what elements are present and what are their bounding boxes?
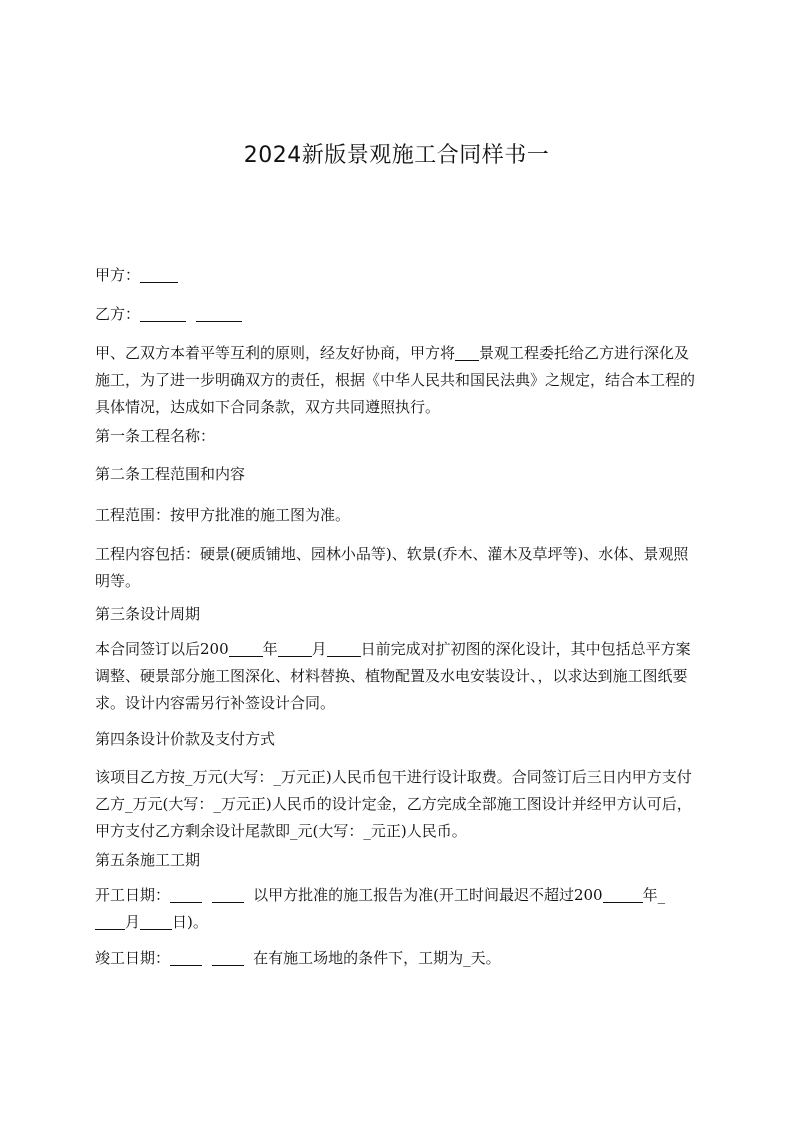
- party-a-blank: [140, 267, 178, 283]
- payment-paragraph: 该项目乙方按_万元(大写：_万元正)人民币包干进行设计取费。合同签订后三日内甲方支付乙方_万元(大写：_万元正)人民币的设计定金，乙方完成全部施工图设计并经甲方认可后，甲方支付乙方剩余设计尾款即_元(大写：_元正)人民币。: [95, 768, 692, 840]
- start-year-blank: [603, 887, 643, 903]
- intro-part1: 甲、乙双方本着平等互利的原则，经友好协商，甲方将: [95, 344, 456, 362]
- article1-heading: 第一条工程名称：: [95, 427, 216, 445]
- start-month-blank: [95, 914, 125, 930]
- start-date-blank: [212, 887, 244, 903]
- party-a-label: 甲方：: [95, 266, 141, 284]
- design-year-blank: [229, 641, 263, 657]
- content-text: 工程内容包括：硬景(硬质铺地、园林小品等)、软景(乔木、灌木及草坪等)、水体、景观照明等。: [95, 545, 689, 590]
- party-b-blank: [196, 306, 242, 322]
- start-day-blank: [140, 914, 172, 930]
- end-date-paragraph: [95, 945, 695, 972]
- party-a-line: [95, 262, 695, 289]
- design-day-blank: [327, 641, 361, 657]
- design-month-blank: [278, 641, 312, 657]
- article5-heading: 第五条施工工期: [95, 851, 201, 869]
- end-date-text: 在有施工场地的条件下，工期为_天。: [253, 949, 501, 967]
- party-b-label: 乙方：: [95, 305, 141, 323]
- article4-heading: 第四条设计价款及支付方式: [95, 730, 276, 748]
- article2-heading: 第二条工程范围和内容: [95, 465, 246, 483]
- design-part2: 日前完成对扩初图的深化设计，其中包括总平方案调整、硬景部分施工图深化、材料替换、植物配置及水电安装设计、，以求达到施工图纸要求。设计内容需另行补签设计合同。: [95, 640, 691, 712]
- design-part1: 本合同签订以后200: [95, 640, 229, 658]
- design-year-label: 年: [262, 640, 278, 658]
- start-date-paragraph: [95, 882, 695, 936]
- design-paragraph: [95, 636, 695, 717]
- end-date-blank: [170, 950, 202, 966]
- start-year-label: 年_: [642, 886, 666, 904]
- party-b-line: [95, 301, 695, 328]
- start-date-blank: [170, 887, 202, 903]
- start-date-label: 开工日期：: [95, 886, 171, 904]
- design-month-label: 月: [311, 640, 327, 658]
- project-name-blank: [455, 345, 479, 361]
- start-day-label: 日)。: [172, 913, 208, 931]
- end-date-blank: [212, 950, 244, 966]
- scope-text: 工程范围：按甲方批准的施工图为准。: [95, 506, 351, 524]
- article3-heading: 第三条设计周期: [95, 605, 201, 623]
- end-date-label: 竣工日期：: [95, 949, 171, 967]
- party-b-blank: [140, 306, 186, 322]
- intro-paragraph: [95, 340, 695, 421]
- start-date-text: 以甲方批准的施工报告为准(开工时间最迟不超过200: [253, 886, 603, 904]
- start-month-label: 月: [125, 913, 141, 931]
- document-title: 2024新版景观施工合同样书一: [243, 143, 550, 168]
- intro-part2: 景观工程委托给乙方进行深化及施工，为了进一步明确双方的责任，根据《中华人民共和国民法典》之规定，结合本工程的具体情况，达成如下合同条款，双方共同遵照执行。: [95, 344, 696, 416]
